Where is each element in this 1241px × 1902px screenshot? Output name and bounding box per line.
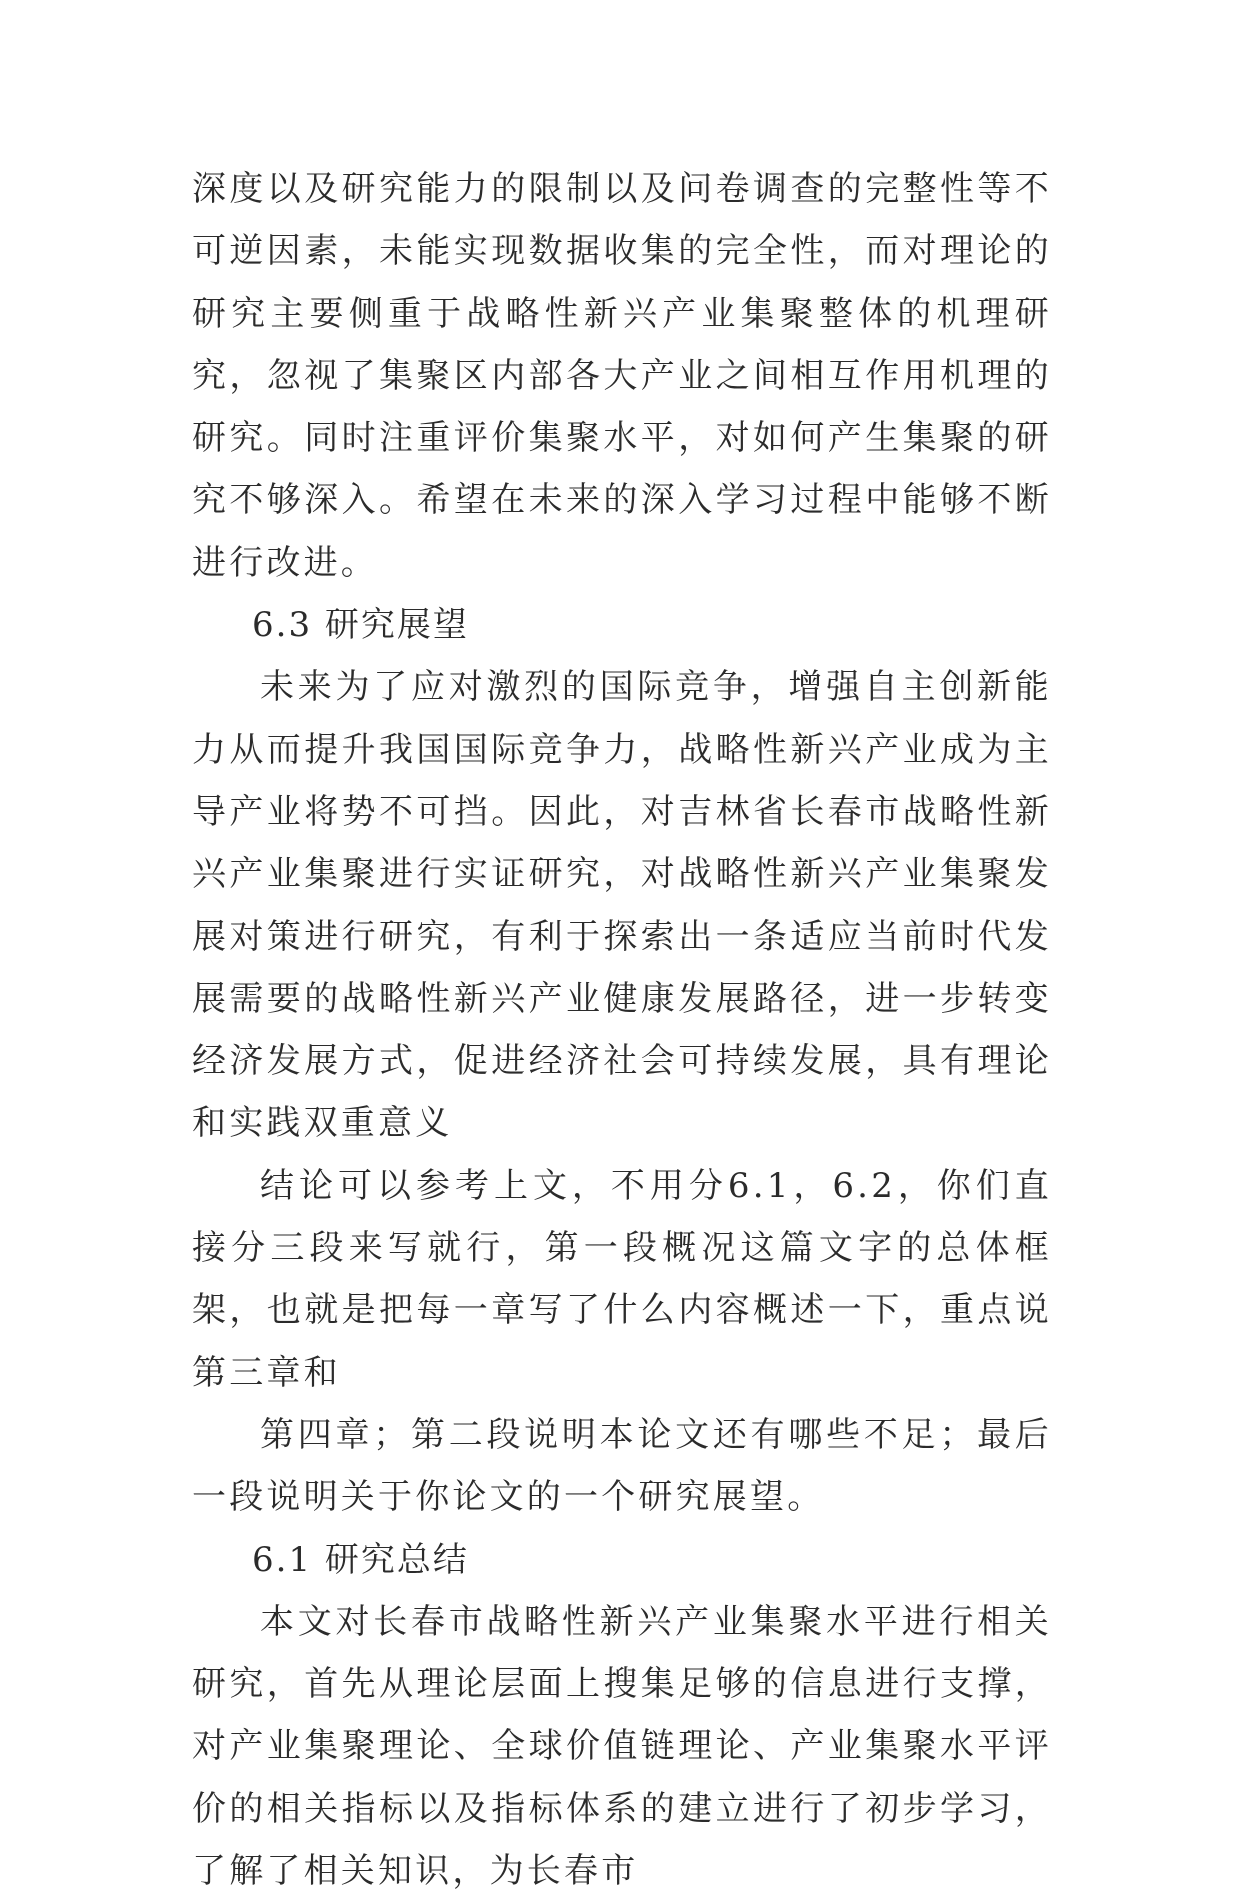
section-heading-6-1: 6.1 研究总结 xyxy=(252,1539,469,1580)
document-body xyxy=(192,158,1052,1902)
section-heading-6-3: 6.3 研究展望 xyxy=(252,605,469,646)
paragraph-summary: 本文对长春市战略性新兴产业集聚水平进行相关研究，首先从理论层面上搜集足够的信息进行支撑，对产业集聚理论、全球价值链理论、产业集聚水平评价的相关指标以及指标体系的建立进行了初步学习，了解了相关知识，为长春市 xyxy=(192,1601,1052,1892)
paragraph-limitations: 深度以及研究能力的限制以及问卷调查的完整性等不可逆因素，未能实现数据收集的完全性，而对理论的研究主要侧重于战略性新兴产业集聚整体的机理研究，忽视了集聚区内部各大产业之间相互作用机理的研究。同时注重评价集聚水平，对如何产生集聚的研究不够深入。希望在未来的深入学习过程中能够不断进行改进。 xyxy=(192,169,1052,583)
paragraph-instructions-continued: 第四章；第二段说明本论文还有哪些不足；最后一段说明关于你论文的一个研究展望。 xyxy=(192,1414,1052,1518)
paragraph-instructions: 结论可以参考上文，不用分6.1，6.2，你们直接分三段来写就行，第一段概况这篇文字的总体框架，也就是把每一章写了什么内容概述一下，重点说第三章和 xyxy=(192,1165,1052,1393)
paragraph-outlook: 未来为了应对激烈的国际竞争，增强自主创新能力从而提升我国国际竞争力，战略性新兴产业成为主导产业将势不可挡。因此，对吉林省长春市战略性新兴产业集聚进行实证研究，对战略性新兴产业集聚发展对策进行研究，有利于探索出一条适应当前时代发展需要的战略性新兴产业健康发展路径，进一步转变经济发展方式，促进经济社会可持续发展，具有理论和实践双重意义 xyxy=(192,667,1052,1144)
